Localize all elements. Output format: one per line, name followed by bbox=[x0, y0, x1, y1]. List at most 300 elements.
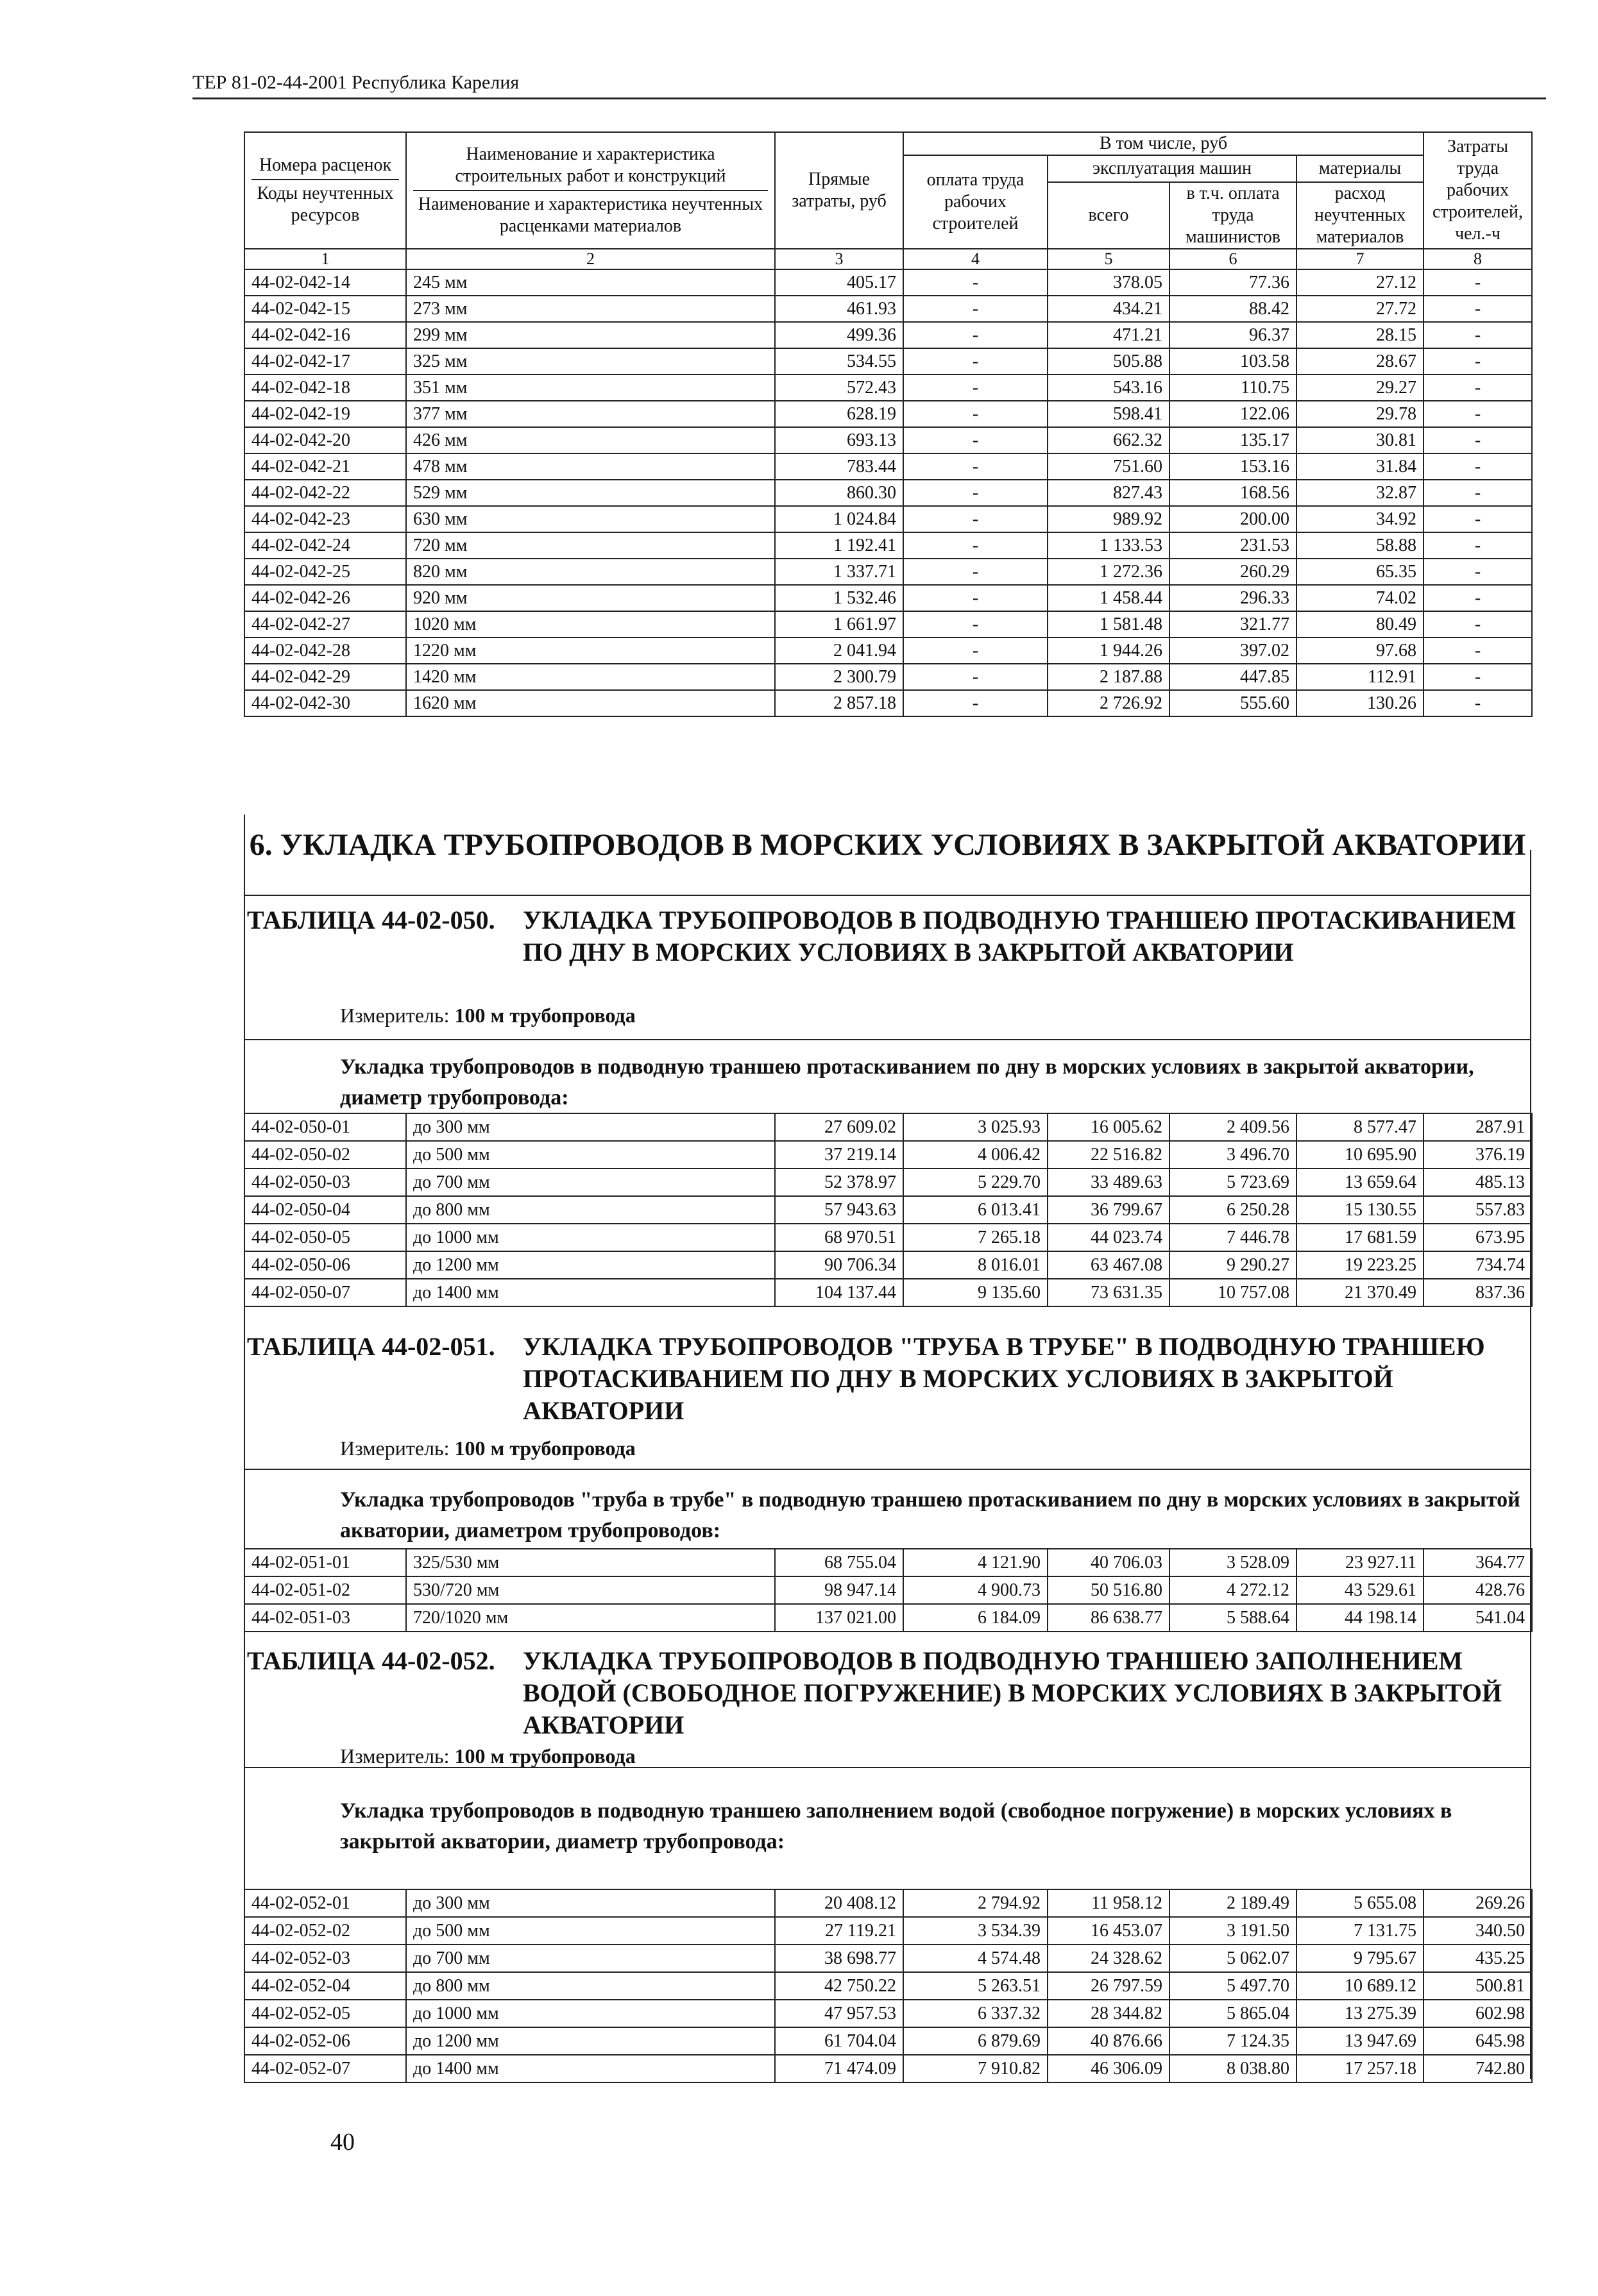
value-cell: 13 275.39 bbox=[1296, 2000, 1424, 2027]
value-cell: 98 947.14 bbox=[775, 1576, 903, 1604]
name-cell: до 700 мм bbox=[406, 1945, 775, 1972]
name-cell: до 800 мм bbox=[406, 1972, 775, 2000]
table-row bbox=[244, 2000, 1532, 2027]
value-cell: 397.02 bbox=[1169, 637, 1296, 664]
table-row bbox=[244, 664, 1532, 690]
value-cell: 5 588.64 bbox=[1169, 1604, 1296, 1632]
value-cell: 50 516.80 bbox=[1048, 1576, 1169, 1604]
value-cell: 6 250.28 bbox=[1169, 1196, 1296, 1224]
value-cell: 2 041.94 bbox=[775, 637, 903, 664]
value-cell: 602.98 bbox=[1424, 2000, 1532, 2027]
value-cell: 86 638.77 bbox=[1048, 1604, 1169, 1632]
name-cell: 530/720 мм bbox=[406, 1576, 775, 1604]
name-cell: до 700 мм bbox=[406, 1169, 775, 1196]
col-machines: эксплуатация машин bbox=[1048, 155, 1296, 182]
table-row bbox=[244, 427, 1532, 453]
name-cell: до 1400 мм bbox=[406, 2055, 775, 2082]
value-cell: 3 534.39 bbox=[903, 1917, 1048, 1945]
value-cell: 13 659.64 bbox=[1296, 1169, 1424, 1196]
column-index-row bbox=[244, 249, 1532, 269]
value-cell: 58.88 bbox=[1296, 532, 1424, 559]
value-cell: 77.36 bbox=[1169, 269, 1296, 296]
value-cell: 4 900.73 bbox=[903, 1576, 1048, 1604]
value-cell: 1 581.48 bbox=[1048, 611, 1169, 637]
value-cell: 376.19 bbox=[1424, 1141, 1532, 1169]
name-cell: 820 мм bbox=[406, 559, 775, 585]
value-cell: 2 857.18 bbox=[775, 690, 903, 716]
value-cell: 543.16 bbox=[1048, 375, 1169, 401]
rate-code-cell: 44-02-042-28 bbox=[244, 637, 406, 664]
rate-code-cell: 44-02-042-18 bbox=[244, 375, 406, 401]
value-cell: 5 497.70 bbox=[1169, 1972, 1296, 2000]
value-cell: 15 130.55 bbox=[1296, 1196, 1424, 1224]
table-051-measure bbox=[340, 1437, 636, 1460]
rate-code-cell: 44-02-052-01 bbox=[244, 1889, 406, 1917]
value-cell: 153.16 bbox=[1169, 453, 1296, 480]
value-cell: 598.41 bbox=[1048, 401, 1169, 427]
value-cell: 34.92 bbox=[1296, 506, 1424, 532]
value-cell: 26 797.59 bbox=[1048, 1972, 1169, 2000]
table-051-description: Укладка трубопроводов "труба в трубе" в подводную траншею протаскиванием по дну в морских условиях в закрытой акватории, диаметром трубопроводов: bbox=[340, 1488, 1520, 1542]
value-cell: 16 005.62 bbox=[1048, 1113, 1169, 1141]
rate-code-cell: 44-02-042-29 bbox=[244, 664, 406, 690]
value-cell: - bbox=[903, 401, 1048, 427]
value-cell: - bbox=[903, 322, 1048, 348]
rate-code-cell: 44-02-052-04 bbox=[244, 1972, 406, 2000]
value-cell: - bbox=[1424, 637, 1532, 664]
name-cell: 720/1020 мм bbox=[406, 1604, 775, 1632]
table-052 bbox=[244, 1889, 1533, 2083]
table-050-measure-value: 100 м трубопровода bbox=[454, 1004, 636, 1027]
column-index-cell: 1 bbox=[244, 249, 406, 269]
name-cell: 351 мм bbox=[406, 375, 775, 401]
name-cell: 273 мм bbox=[406, 296, 775, 322]
table-row bbox=[244, 1141, 1532, 1169]
value-cell: 5 655.08 bbox=[1296, 1889, 1424, 1917]
table-row bbox=[244, 1889, 1532, 1917]
value-cell: - bbox=[903, 611, 1048, 637]
value-cell: - bbox=[903, 506, 1048, 532]
rate-code-cell: 44-02-042-23 bbox=[244, 506, 406, 532]
col-rate-numbers bbox=[244, 132, 406, 249]
value-cell: 137 021.00 bbox=[775, 1604, 903, 1632]
col-materials-sub: расход неучтенных материалов bbox=[1296, 182, 1424, 249]
table-051-heading bbox=[247, 1331, 1530, 1427]
name-cell: 299 мм bbox=[406, 322, 775, 348]
value-cell: 499.36 bbox=[775, 322, 903, 348]
value-cell: 428.76 bbox=[1424, 1576, 1532, 1604]
name-cell: 529 мм bbox=[406, 480, 775, 506]
value-cell: 989.92 bbox=[1048, 506, 1169, 532]
column-index-cell: 6 bbox=[1169, 249, 1296, 269]
table-row bbox=[244, 611, 1532, 637]
table-row bbox=[244, 1113, 1532, 1141]
value-cell: 200.00 bbox=[1169, 506, 1296, 532]
value-cell: 837.36 bbox=[1424, 1279, 1532, 1306]
value-cell: - bbox=[1424, 690, 1532, 716]
name-cell: 920 мм bbox=[406, 585, 775, 611]
value-cell: 7 265.18 bbox=[903, 1224, 1048, 1251]
value-cell: 21 370.49 bbox=[1296, 1279, 1424, 1306]
table-050-code: ТАБЛИЦА 44-02-050. bbox=[247, 906, 495, 934]
rate-code-cell: 44-02-050-06 bbox=[244, 1251, 406, 1279]
value-cell: 7 124.35 bbox=[1169, 2027, 1296, 2055]
table-row bbox=[244, 480, 1532, 506]
value-cell: 10 757.08 bbox=[1169, 1279, 1296, 1306]
column-index-cell: 3 bbox=[775, 249, 903, 269]
value-cell: 9 135.60 bbox=[903, 1279, 1048, 1306]
value-cell: 378.05 bbox=[1048, 269, 1169, 296]
table-row bbox=[244, 1604, 1532, 1632]
rate-code-cell: 44-02-042-19 bbox=[244, 401, 406, 427]
value-cell: 269.26 bbox=[1424, 1889, 1532, 1917]
value-cell: 44 198.14 bbox=[1296, 1604, 1424, 1632]
value-cell: 36 799.67 bbox=[1048, 1196, 1169, 1224]
table-row bbox=[244, 375, 1532, 401]
value-cell: 1 532.46 bbox=[775, 585, 903, 611]
table-052-measure-value: 100 м трубопровода bbox=[454, 1744, 636, 1768]
name-cell: до 800 мм bbox=[406, 1196, 775, 1224]
value-cell: 104 137.44 bbox=[775, 1279, 903, 1306]
value-cell: 3 191.50 bbox=[1169, 1917, 1296, 1945]
value-cell: 57 943.63 bbox=[775, 1196, 903, 1224]
table-row bbox=[244, 269, 1532, 296]
value-cell: 9 290.27 bbox=[1169, 1251, 1296, 1279]
value-cell: 17 257.18 bbox=[1296, 2055, 1424, 2082]
value-cell: 130.26 bbox=[1296, 690, 1424, 716]
value-cell: - bbox=[1424, 296, 1532, 322]
value-cell: - bbox=[903, 637, 1048, 664]
table-row bbox=[244, 690, 1532, 716]
name-cell: 1020 мм bbox=[406, 611, 775, 637]
value-cell: 97.68 bbox=[1296, 637, 1424, 664]
value-cell: 168.56 bbox=[1169, 480, 1296, 506]
rate-code-cell: 44-02-052-07 bbox=[244, 2055, 406, 2082]
value-cell: - bbox=[1424, 453, 1532, 480]
value-cell: 5 229.70 bbox=[903, 1169, 1048, 1196]
value-cell: 1 944.26 bbox=[1048, 637, 1169, 664]
value-cell: - bbox=[903, 427, 1048, 453]
value-cell: 447.85 bbox=[1169, 664, 1296, 690]
value-cell: 231.53 bbox=[1169, 532, 1296, 559]
value-cell: 38 698.77 bbox=[775, 1945, 903, 1972]
table-row bbox=[244, 2027, 1532, 2055]
rate-code-cell: 44-02-050-01 bbox=[244, 1113, 406, 1141]
value-cell: 5 865.04 bbox=[1169, 2000, 1296, 2027]
value-cell: 96.37 bbox=[1169, 322, 1296, 348]
table-row bbox=[244, 1576, 1532, 1604]
value-cell: 827.43 bbox=[1048, 480, 1169, 506]
value-cell: 321.77 bbox=[1169, 611, 1296, 637]
value-cell: - bbox=[1424, 427, 1532, 453]
value-cell: 103.58 bbox=[1169, 348, 1296, 375]
value-cell: - bbox=[1424, 506, 1532, 532]
value-cell: 40 706.03 bbox=[1048, 1549, 1169, 1576]
value-cell: 20 408.12 bbox=[775, 1889, 903, 1917]
rate-code-cell: 44-02-052-02 bbox=[244, 1917, 406, 1945]
col-rate-numbers-bottom: Коды неучтенных ресурсов bbox=[257, 183, 394, 225]
rate-code-cell: 44-02-042-15 bbox=[244, 296, 406, 322]
value-cell: - bbox=[1424, 611, 1532, 637]
value-cell: 628.19 bbox=[775, 401, 903, 427]
value-cell: 4 006.42 bbox=[903, 1141, 1048, 1169]
name-cell: до 1200 мм bbox=[406, 2027, 775, 2055]
value-cell: 32.87 bbox=[1296, 480, 1424, 506]
value-cell: 52 378.97 bbox=[775, 1169, 903, 1196]
value-cell: 340.50 bbox=[1424, 1917, 1532, 1945]
value-cell: 6 013.41 bbox=[903, 1196, 1048, 1224]
table-051-measure-label: Измеритель: bbox=[340, 1437, 450, 1460]
rate-code-cell: 44-02-050-03 bbox=[244, 1169, 406, 1196]
table-row bbox=[244, 1251, 1532, 1279]
value-cell: 110.75 bbox=[1169, 375, 1296, 401]
value-cell: 534.55 bbox=[775, 348, 903, 375]
col-labor: Затраты труда рабочих строителей, чел.-ч bbox=[1424, 132, 1532, 249]
table-row bbox=[244, 1917, 1532, 1945]
name-cell: 720 мм bbox=[406, 532, 775, 559]
col-wages: оплата труда рабочих строителей bbox=[903, 155, 1048, 249]
value-cell: 434.21 bbox=[1048, 296, 1169, 322]
value-cell: 6 879.69 bbox=[903, 2027, 1048, 2055]
name-cell: 426 мм bbox=[406, 427, 775, 453]
table-051-code: ТАБЛИЦА 44-02-051. bbox=[247, 1332, 495, 1361]
value-cell: 46 306.09 bbox=[1048, 2055, 1169, 2082]
name-cell: до 1400 мм bbox=[406, 1279, 775, 1306]
column-index-cell: 2 bbox=[406, 249, 775, 269]
table-row bbox=[244, 1945, 1532, 1972]
value-cell: 500.81 bbox=[1424, 1972, 1532, 2000]
rate-code-cell: 44-02-042-27 bbox=[244, 611, 406, 637]
value-cell: 673.95 bbox=[1424, 1224, 1532, 1251]
value-cell: 1 272.36 bbox=[1048, 559, 1169, 585]
value-cell: 3 528.09 bbox=[1169, 1549, 1296, 1576]
frame-rule-1 bbox=[244, 895, 1531, 896]
value-cell: 28.15 bbox=[1296, 322, 1424, 348]
rate-code-cell: 44-02-042-14 bbox=[244, 269, 406, 296]
name-cell: 245 мм bbox=[406, 269, 775, 296]
value-cell: 27 119.21 bbox=[775, 1917, 903, 1945]
rates-table-042 bbox=[244, 131, 1533, 717]
value-cell: - bbox=[1424, 401, 1532, 427]
value-cell: 13 947.69 bbox=[1296, 2027, 1424, 2055]
table-row bbox=[244, 296, 1532, 322]
rate-code-cell: 44-02-042-20 bbox=[244, 427, 406, 453]
value-cell: 260.29 bbox=[1169, 559, 1296, 585]
table-row bbox=[244, 532, 1532, 559]
name-cell: до 500 мм bbox=[406, 1917, 775, 1945]
table-row bbox=[244, 585, 1532, 611]
value-cell: 2 409.56 bbox=[1169, 1113, 1296, 1141]
rate-code-cell: 44-02-042-21 bbox=[244, 453, 406, 480]
value-cell: - bbox=[903, 296, 1048, 322]
value-cell: - bbox=[1424, 322, 1532, 348]
value-cell: 287.91 bbox=[1424, 1113, 1532, 1141]
table-row bbox=[244, 637, 1532, 664]
rate-code-cell: 44-02-051-03 bbox=[244, 1604, 406, 1632]
name-cell: 377 мм bbox=[406, 401, 775, 427]
value-cell: 29.78 bbox=[1296, 401, 1424, 427]
value-cell: - bbox=[903, 664, 1048, 690]
value-cell: 783.44 bbox=[775, 453, 903, 480]
value-cell: - bbox=[903, 375, 1048, 401]
table-051 bbox=[244, 1548, 1533, 1632]
rate-code-cell: 44-02-050-05 bbox=[244, 1224, 406, 1251]
value-cell: 68 970.51 bbox=[775, 1224, 903, 1251]
value-cell: 860.30 bbox=[775, 480, 903, 506]
value-cell: 1 458.44 bbox=[1048, 585, 1169, 611]
table-050 bbox=[244, 1113, 1533, 1307]
table-050-heading bbox=[247, 904, 1530, 968]
table-051-measure-value: 100 м трубопровода bbox=[454, 1437, 636, 1460]
value-cell: 42 750.22 bbox=[775, 1972, 903, 2000]
table-row bbox=[244, 1196, 1532, 1224]
value-cell: 5 062.07 bbox=[1169, 1945, 1296, 1972]
value-cell: - bbox=[1424, 532, 1532, 559]
value-cell: 1 661.97 bbox=[775, 611, 903, 637]
name-cell: до 1200 мм bbox=[406, 1251, 775, 1279]
value-cell: 11 958.12 bbox=[1048, 1889, 1169, 1917]
value-cell: 3 025.93 bbox=[903, 1113, 1048, 1141]
value-cell: - bbox=[903, 348, 1048, 375]
rates-table-042-body bbox=[244, 269, 1532, 716]
frame-rule-2 bbox=[244, 1039, 1531, 1040]
value-cell: 19 223.25 bbox=[1296, 1251, 1424, 1279]
value-cell: 435.25 bbox=[1424, 1945, 1532, 1972]
value-cell: 2 189.49 bbox=[1169, 1889, 1296, 1917]
rate-code-cell: 44-02-042-17 bbox=[244, 348, 406, 375]
value-cell: - bbox=[1424, 585, 1532, 611]
value-cell: 43 529.61 bbox=[1296, 1576, 1424, 1604]
rate-code-cell: 44-02-051-01 bbox=[244, 1549, 406, 1576]
value-cell: 1 024.84 bbox=[775, 506, 903, 532]
value-cell: 734.74 bbox=[1424, 1251, 1532, 1279]
name-cell: до 300 мм bbox=[406, 1889, 775, 1917]
value-cell: 17 681.59 bbox=[1296, 1224, 1424, 1251]
table-row bbox=[244, 1279, 1532, 1306]
col-direct-costs: Прямые затраты, руб bbox=[775, 132, 903, 249]
value-cell: 27.12 bbox=[1296, 269, 1424, 296]
name-cell: до 1000 мм bbox=[406, 1224, 775, 1251]
rate-code-cell: 44-02-050-02 bbox=[244, 1141, 406, 1169]
name-cell: до 500 мм bbox=[406, 1141, 775, 1169]
value-cell: 27 609.02 bbox=[775, 1113, 903, 1141]
value-cell: - bbox=[903, 585, 1048, 611]
value-cell: 296.33 bbox=[1169, 585, 1296, 611]
column-index-cell: 7 bbox=[1296, 249, 1424, 269]
value-cell: 2 300.79 bbox=[775, 664, 903, 690]
name-cell: до 1000 мм bbox=[406, 2000, 775, 2027]
value-cell: 471.21 bbox=[1048, 322, 1169, 348]
value-cell: 37 219.14 bbox=[775, 1141, 903, 1169]
rate-code-cell: 44-02-042-24 bbox=[244, 532, 406, 559]
value-cell: 28 344.82 bbox=[1048, 2000, 1169, 2027]
value-cell: 10 689.12 bbox=[1296, 1972, 1424, 2000]
name-cell: 325/530 мм bbox=[406, 1549, 775, 1576]
section-title: 6. УКЛАДКА ТРУБОПРОВОДОВ В МОРСКИХ УСЛОВИЯХ В ЗАКРЫТОЙ АКВАТОРИИ bbox=[249, 828, 1526, 862]
column-index-cell: 8 bbox=[1424, 249, 1532, 269]
value-cell: 3 496.70 bbox=[1169, 1141, 1296, 1169]
value-cell: 4 121.90 bbox=[903, 1549, 1048, 1576]
value-cell: 751.60 bbox=[1048, 453, 1169, 480]
value-cell: 10 695.90 bbox=[1296, 1141, 1424, 1169]
frame-rule-3 bbox=[244, 1469, 1531, 1470]
name-cell: до 300 мм bbox=[406, 1113, 775, 1141]
value-cell: 9 795.67 bbox=[1296, 1945, 1424, 1972]
rate-code-cell: 44-02-042-26 bbox=[244, 585, 406, 611]
value-cell: 7 131.75 bbox=[1296, 1917, 1424, 1945]
value-cell: 44 023.74 bbox=[1048, 1224, 1169, 1251]
value-cell: - bbox=[903, 453, 1048, 480]
table-row bbox=[244, 559, 1532, 585]
col-materials: материалы bbox=[1296, 155, 1424, 182]
value-cell: - bbox=[1424, 375, 1532, 401]
rate-code-cell: 44-02-050-04 bbox=[244, 1196, 406, 1224]
table-050-description: Укладка трубопроводов в подводную траншею протаскиванием по дну в морских условиях в закрытой акватории, диаметр трубопровода: bbox=[340, 1055, 1474, 1110]
value-cell: 461.93 bbox=[775, 296, 903, 322]
column-index-cell: 5 bbox=[1048, 249, 1169, 269]
name-cell: 1220 мм bbox=[406, 637, 775, 664]
rate-code-cell: 44-02-052-03 bbox=[244, 1945, 406, 1972]
value-cell: 405.17 bbox=[775, 269, 903, 296]
value-cell: - bbox=[1424, 348, 1532, 375]
value-cell: 88.42 bbox=[1169, 296, 1296, 322]
value-cell: 2 794.92 bbox=[903, 1889, 1048, 1917]
value-cell: 6 337.32 bbox=[903, 2000, 1048, 2027]
name-cell: 1420 мм bbox=[406, 664, 775, 690]
table-row bbox=[244, 1169, 1532, 1196]
value-cell: 5 263.51 bbox=[903, 1972, 1048, 2000]
col-work-name-bottom: Наименование и характеристика неучтенных расценками материалов bbox=[418, 194, 763, 236]
value-cell: 40 876.66 bbox=[1048, 2027, 1169, 2055]
value-cell: 47 957.53 bbox=[775, 2000, 903, 2027]
rate-code-cell: 44-02-051-02 bbox=[244, 1576, 406, 1604]
value-cell: 31.84 bbox=[1296, 453, 1424, 480]
value-cell: 112.91 bbox=[1296, 664, 1424, 690]
table-052-measure-label: Измеритель: bbox=[340, 1744, 450, 1768]
rate-code-cell: 44-02-042-16 bbox=[244, 322, 406, 348]
page-number: 40 bbox=[330, 2129, 355, 2156]
value-cell: 662.32 bbox=[1048, 427, 1169, 453]
value-cell: - bbox=[903, 690, 1048, 716]
value-cell: 16 453.07 bbox=[1048, 1917, 1169, 1945]
value-cell: 65.35 bbox=[1296, 559, 1424, 585]
table-row bbox=[244, 453, 1532, 480]
table-row bbox=[244, 2055, 1532, 2082]
value-cell: - bbox=[903, 559, 1048, 585]
value-cell: 1 337.71 bbox=[775, 559, 903, 585]
name-cell: 630 мм bbox=[406, 506, 775, 532]
value-cell: 122.06 bbox=[1169, 401, 1296, 427]
table-row bbox=[244, 1224, 1532, 1251]
table-052-description: Укладка трубопроводов в подводную траншею заполнением водой (свободное погружение) в морских условиях в закрытой акватории, диаметр трубопровода: bbox=[340, 1799, 1452, 1853]
table-051-title: УКЛАДКА ТРУБОПРОВОДОВ "ТРУБА В ТРУБЕ" В ПОДВОДНУЮ ТРАНШЕЮ ПРОТАСКИВАНИЕМ ПО ДНУ В МОРСКИХ УСЛОВИЯХ В ЗАКРЫТОЙ АКВАТОРИИ bbox=[523, 1332, 1485, 1425]
table-row bbox=[244, 1549, 1532, 1576]
table-052-code: ТАБЛИЦА 44-02-052. bbox=[247, 1646, 495, 1675]
value-cell: - bbox=[1424, 269, 1532, 296]
rate-code-cell: 44-02-042-22 bbox=[244, 480, 406, 506]
rate-code-cell: 44-02-042-25 bbox=[244, 559, 406, 585]
value-cell: 71 474.09 bbox=[775, 2055, 903, 2082]
value-cell: 7 910.82 bbox=[903, 2055, 1048, 2082]
value-cell: 135.17 bbox=[1169, 427, 1296, 453]
name-cell: 325 мм bbox=[406, 348, 775, 375]
table-row bbox=[244, 348, 1532, 375]
value-cell: - bbox=[1424, 559, 1532, 585]
value-cell: 28.67 bbox=[1296, 348, 1424, 375]
value-cell: 1 133.53 bbox=[1048, 532, 1169, 559]
rate-code-cell: 44-02-052-06 bbox=[244, 2027, 406, 2055]
value-cell: 5 723.69 bbox=[1169, 1169, 1296, 1196]
